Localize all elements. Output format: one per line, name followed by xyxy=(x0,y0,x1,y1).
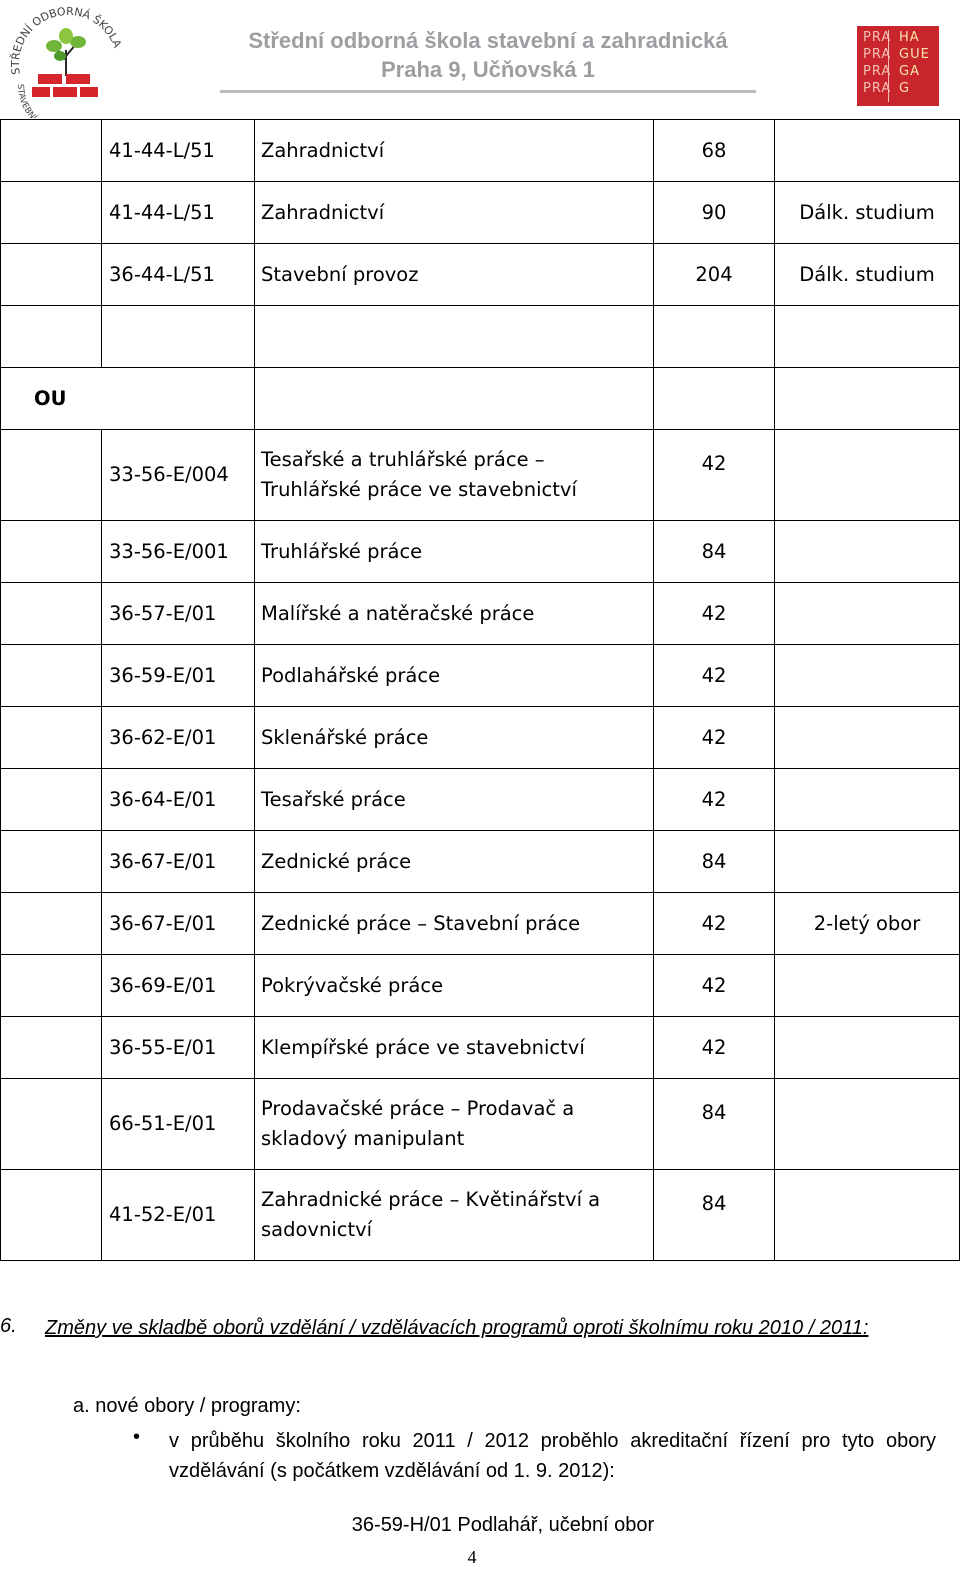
field-name: Sklenářské práce xyxy=(255,707,654,769)
header-divider xyxy=(220,90,756,93)
praha-logo-word: PRA xyxy=(863,81,892,96)
field-note xyxy=(775,120,960,182)
school-logo xyxy=(4,4,128,118)
new-program-line: 36-59-H/01 Podlahář, učební obor xyxy=(351,1514,655,1536)
page-number: 4 xyxy=(467,1547,477,1567)
empty-cell xyxy=(1,831,102,893)
field-note xyxy=(775,1079,960,1170)
table-row xyxy=(1,955,960,1017)
table-row xyxy=(1,244,960,306)
subsection-heading: a. nové obory / programy: xyxy=(73,1395,301,1417)
field-name: Truhlářské práce xyxy=(255,521,654,583)
empty-cell xyxy=(1,1079,102,1170)
table-row xyxy=(1,1170,960,1261)
logo-text-top: STŘEDNÍ ODBORNÁ ŠKOLA xyxy=(8,4,124,76)
school-address-line2: Praha 9, Učňovská 1 xyxy=(380,57,595,82)
field-name: Zahradnické práce – Květinářství a sadovnictví xyxy=(255,1170,654,1261)
empty-cell xyxy=(775,368,960,430)
section-label: OU xyxy=(1,368,255,430)
table-row xyxy=(1,521,960,583)
field-name: Pokrývačské práce xyxy=(255,955,654,1017)
field-name: Klempířské práce ve stavebnictví xyxy=(255,1017,654,1079)
field-note xyxy=(775,707,960,769)
empty-cell xyxy=(1,244,102,306)
field-code: 36-44-L/51 xyxy=(102,244,255,306)
field-note xyxy=(775,1170,960,1261)
empty-cell xyxy=(1,583,102,645)
table-row xyxy=(1,893,960,955)
school-name-line1: Střední odborná škola stavební a zahradnická xyxy=(248,28,728,53)
field-code: 36-67-E/01 xyxy=(102,893,255,955)
student-count: 84 xyxy=(654,521,775,583)
field-note: Dálk. studium xyxy=(775,182,960,244)
field-name: Zahradnictví xyxy=(255,182,654,244)
praha-logo-suffix: G xyxy=(899,81,911,96)
empty-cell xyxy=(1,120,102,182)
field-note xyxy=(775,521,960,583)
study-fields-table xyxy=(0,119,960,1261)
empty-cell xyxy=(1,430,102,521)
field-note: Dálk. studium xyxy=(775,244,960,306)
student-count: 42 xyxy=(654,1017,775,1079)
empty-cell xyxy=(1,182,102,244)
field-note xyxy=(775,769,960,831)
praha-logo-suffix: GA xyxy=(899,64,920,79)
student-count: 204 xyxy=(654,244,775,306)
bullet-icon: • xyxy=(133,1426,141,1448)
school-name xyxy=(220,26,756,84)
field-note xyxy=(775,955,960,1017)
field-code: 41-44-L/51 xyxy=(102,182,255,244)
student-count: 42 xyxy=(654,430,775,521)
field-name: Zednické práce – Stavební práce xyxy=(255,893,654,955)
table-row xyxy=(1,707,960,769)
student-count: 42 xyxy=(654,893,775,955)
student-count: 84 xyxy=(654,831,775,893)
empty-cell xyxy=(255,306,654,368)
student-count: 42 xyxy=(654,955,775,1017)
section-row xyxy=(1,368,960,430)
table-row xyxy=(1,645,960,707)
student-count: 84 xyxy=(654,1079,775,1170)
praha-logo xyxy=(857,26,939,106)
praha-logo-word: PRA xyxy=(863,64,892,79)
field-note: 2-letý obor xyxy=(775,893,960,955)
field-name: Zahradnictví xyxy=(255,120,654,182)
empty-cell xyxy=(102,306,255,368)
field-code: 36-67-E/01 xyxy=(102,831,255,893)
table-row xyxy=(1,430,960,521)
empty-cell xyxy=(1,306,102,368)
field-note xyxy=(775,1017,960,1079)
student-count: 42 xyxy=(654,583,775,645)
student-count: 84 xyxy=(654,1170,775,1261)
student-count: 42 xyxy=(654,645,775,707)
section-number: 6. xyxy=(0,1315,17,1337)
empty-cell xyxy=(1,1170,102,1261)
field-name: Zednické práce xyxy=(255,831,654,893)
field-name: Prodavačské práce – Prodavač a skladový manipulant xyxy=(255,1079,654,1170)
field-code: 33-56-E/001 xyxy=(102,521,255,583)
empty-cell xyxy=(255,368,654,430)
field-note xyxy=(775,583,960,645)
empty-cell xyxy=(1,955,102,1017)
bullet-paragraph: v průběhu školního roku 2011 / 2012 proběhlo akreditační řízení pro tyto obory vzdělávání (s počátkem vzdělávání od 1. 9. 2012): xyxy=(169,1430,936,1482)
empty-cell xyxy=(654,368,775,430)
table-row xyxy=(1,583,960,645)
empty-cell xyxy=(1,707,102,769)
field-code: 41-52-E/01 xyxy=(102,1170,255,1261)
field-code: 41-44-L/51 xyxy=(102,120,255,182)
field-name: Stavební provoz xyxy=(255,244,654,306)
field-code: 36-55-E/01 xyxy=(102,1017,255,1079)
table-row xyxy=(1,769,960,831)
field-code: 36-69-E/01 xyxy=(102,955,255,1017)
empty-cell xyxy=(775,306,960,368)
student-count: 68 xyxy=(654,120,775,182)
table-row xyxy=(1,1079,960,1170)
section-title: Změny ve skladbě oborů vzdělání / vzdělávacích programů oproti školnímu roku 2010 / 2011: xyxy=(45,1317,869,1339)
empty-cell xyxy=(1,1017,102,1079)
table-row xyxy=(1,1017,960,1079)
empty-cell xyxy=(1,893,102,955)
field-code: 33-56-E/004 xyxy=(102,430,255,521)
field-code: 36-64-E/01 xyxy=(102,769,255,831)
praha-logo-suffix: GUE xyxy=(899,47,930,62)
table-row-empty xyxy=(1,306,960,368)
empty-cell xyxy=(1,645,102,707)
praha-logo-word: PRA xyxy=(863,47,892,62)
field-name: Tesařské a truhlářské práce – Truhlářské práce ve stavebnictví xyxy=(255,430,654,521)
praha-logo-suffix: HA xyxy=(899,30,920,45)
field-code: 66-51-E/01 xyxy=(102,1079,255,1170)
field-name: Podlahářské práce xyxy=(255,645,654,707)
student-count: 42 xyxy=(654,707,775,769)
empty-cell xyxy=(1,769,102,831)
field-note xyxy=(775,831,960,893)
table-row xyxy=(1,120,960,182)
praha-logo-word: PRA xyxy=(863,30,892,45)
student-count: 90 xyxy=(654,182,775,244)
table-row xyxy=(1,182,960,244)
empty-cell xyxy=(654,306,775,368)
logo-text-bottom: STAVEBN xyxy=(14,83,37,118)
student-count: 42 xyxy=(654,769,775,831)
field-code: 36-57-E/01 xyxy=(102,583,255,645)
field-name: Tesařské práce xyxy=(255,769,654,831)
field-name: Malířské a natěračské práce xyxy=(255,583,654,645)
empty-cell xyxy=(1,521,102,583)
field-note xyxy=(775,645,960,707)
field-code: 36-59-E/01 xyxy=(102,645,255,707)
field-note xyxy=(775,430,960,521)
field-code: 36-62-E/01 xyxy=(102,707,255,769)
table-row xyxy=(1,831,960,893)
